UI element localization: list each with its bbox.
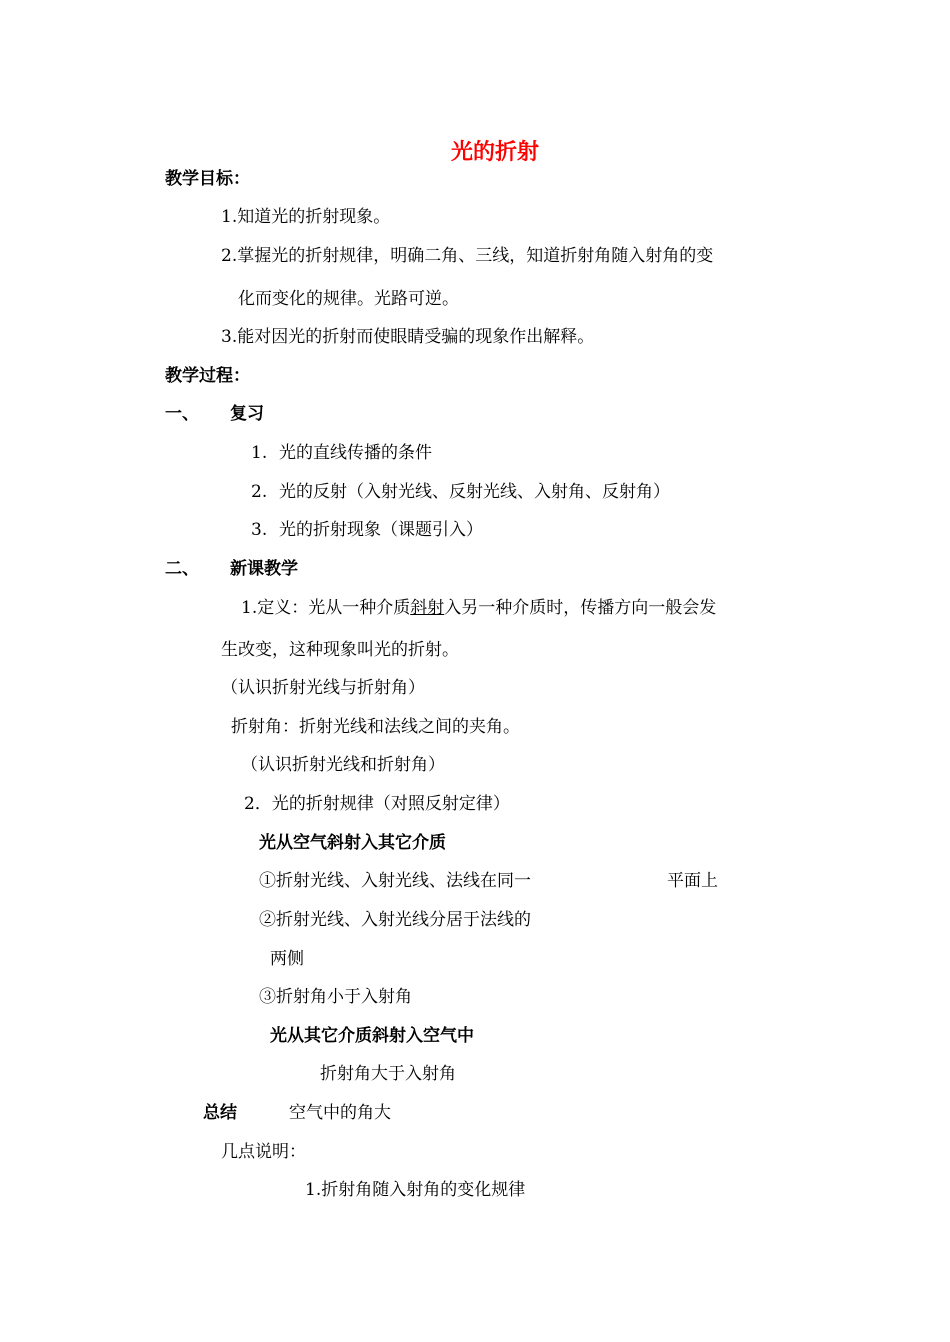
rule-item-tail: 平面上	[667, 871, 718, 891]
section-number: 一、	[165, 404, 199, 424]
notes-heading: 几点说明：	[221, 1142, 306, 1162]
objective-item: 3.能对因光的折射而使眼睛受骗的现象作出解释。	[221, 327, 595, 347]
rule-item: ①折射光线、入射光线、法线在同一	[259, 871, 531, 891]
definition-line	[241, 597, 716, 619]
subheading-medium-to-air: 光从其它介质斜射入空气中	[270, 1026, 474, 1046]
section-title-review: 复习	[230, 404, 264, 424]
objectives-heading: 教学目标：	[165, 169, 250, 189]
definition-underlined-term: 斜射	[410, 598, 445, 618]
objective-item-continuation: 化而变化的规律。光路可逆。	[238, 289, 459, 309]
section-title-new-lesson: 新课教学	[230, 559, 298, 579]
note-line: （认识折射光线和折射角）	[241, 755, 445, 775]
objective-item: 1.知道光的折射现象。	[221, 207, 391, 227]
process-heading: 教学过程：	[165, 366, 250, 386]
review-item: 光的直线传播的条件	[279, 443, 432, 463]
subheading-air-to-medium: 光从空气斜射入其它介质	[259, 833, 446, 853]
definition-continuation: 生改变，这种现象叫光的折射。	[221, 640, 459, 660]
rule-item: ③折射角小于入射角	[259, 987, 412, 1007]
summary-label: 总结	[203, 1103, 237, 1123]
notes-item: 1.折射角随入射角的变化规律	[305, 1180, 526, 1200]
law-heading: 2．光的折射规律（对照反射定律）	[244, 794, 510, 814]
note-line: （认识折射光线与折射角）	[221, 678, 425, 698]
review-item: 光的折射现象（课题引入）	[279, 520, 483, 540]
definition-text: 入另一种介质时，传播方向一般会发	[444, 598, 717, 618]
rule-item: 折射角大于入射角	[320, 1064, 456, 1084]
page-title: 光的折射	[450, 140, 539, 165]
section-number: 二、	[165, 559, 199, 579]
rule-item: ②折射光线、入射光线分居于法线的	[259, 910, 531, 930]
review-item: 光的反射（入射光线、反射光线、入射角、反射角）	[279, 482, 670, 502]
summary-text: 空气中的角大	[289, 1103, 391, 1123]
refraction-angle-definition: 折射角：折射光线和法线之间的夹角。	[231, 717, 520, 737]
review-item-number: 1.	[251, 443, 268, 463]
definition-text: 1.定义：光从一种介质	[241, 598, 411, 618]
objective-item: 2.掌握光的折射规律，明确二角、三线，知道折射角随入射角的变	[221, 246, 714, 266]
review-item-number: 2.	[251, 482, 268, 502]
rule-item-continuation: 两侧	[270, 949, 304, 969]
review-item-number: 3.	[251, 520, 268, 540]
